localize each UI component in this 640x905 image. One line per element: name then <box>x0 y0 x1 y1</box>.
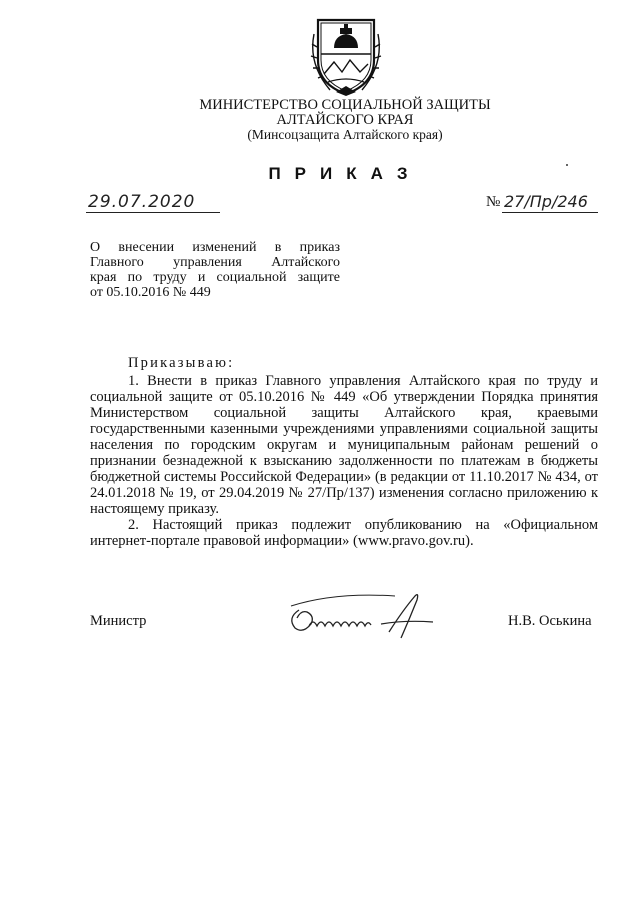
scan-dot <box>566 164 568 166</box>
document-type-title: ПРИКАЗ <box>268 164 422 183</box>
coat-of-arms-icon <box>310 14 382 96</box>
order-body <box>90 373 598 549</box>
document-number: 27/Пр/246 <box>504 192 588 211</box>
number-sign: № <box>486 194 501 210</box>
handwritten-signature-icon <box>285 588 435 648</box>
ministry-short-name: (Минсоцзащита Алтайского края) <box>247 127 443 142</box>
number-underline <box>502 212 598 213</box>
order-item-2: 2. Настоящий приказ подлежит опубликованию на «Официальном интернет-портале правовой информации» (www.pravo.gov.ru). <box>90 517 598 549</box>
order-item-1: 1. Внести в приказ Главного управления Алтайского края по труду и социальной защите от 05.10.2016 № 449 «Об утверждении Порядка принятия Министерством социальной защиты Алтайского края, краевыми государственными казенными учреждениями управлениями социальной защиты населения по городским округам и муниципальным районам решений о признании безнадежной к взысканию задолженности по платежам в бюджеты бюджетной системы Российской Федерации» (в редакции от 11.10.2017 № 434, от 24.01.2018 № 19, от 29.04.2019 № 27/Пр/137) изменения согласно приложению к настоящему приказу. <box>90 373 598 517</box>
date-underline <box>86 212 220 213</box>
document-date: 29.07.2020 <box>88 192 196 212</box>
ministry-name-line1: МИНИСТЕРСТВО СОЦИАЛЬНОЙ ЗАЩИТЫ <box>199 97 491 113</box>
subject-line: края по труду и социальной защите <box>90 270 340 285</box>
order-directive: Приказываю: <box>128 355 235 371</box>
subject-line: Главного управления Алтайского <box>90 255 340 270</box>
signatory-name: Н.В. Оськина <box>508 613 592 629</box>
subject-line: О внесении изменений в приказ <box>90 240 340 255</box>
signatory-position: Министр <box>90 613 147 629</box>
order-subject <box>90 240 340 300</box>
subject-line: от 05.10.2016 № 449 <box>90 285 211 300</box>
ministry-name-line2: АЛТАЙСКОГО КРАЯ <box>276 112 414 128</box>
